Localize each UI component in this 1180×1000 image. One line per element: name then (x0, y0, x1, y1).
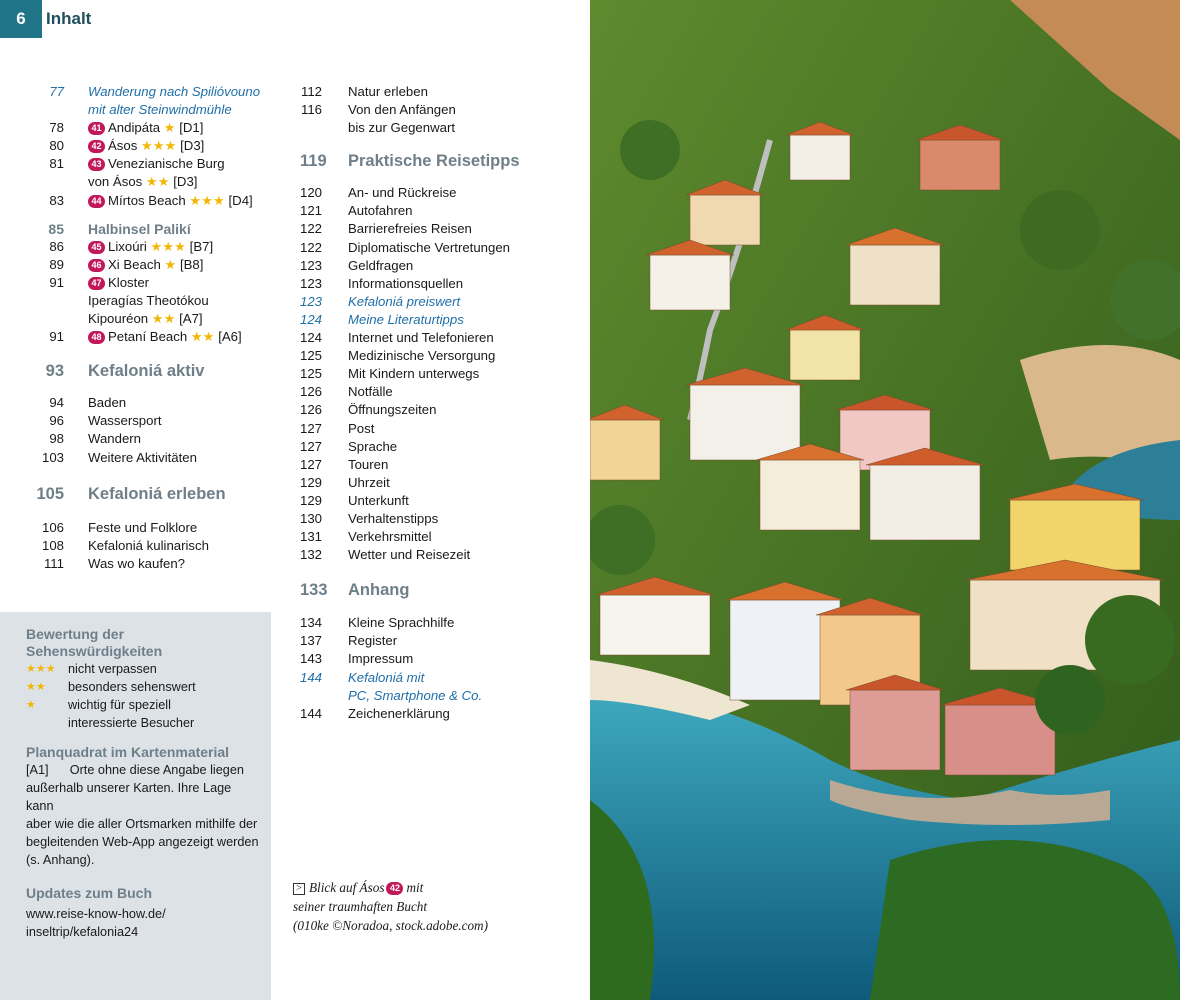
legend-box (0, 612, 271, 1000)
star-icon: ★★ (26, 681, 46, 693)
toc-entry[interactable]: 78 41 Andipáta ★ [D1] (49, 120, 204, 136)
toc-entry[interactable]: 86 45 Lixoúri ★★★ [B7] (49, 238, 214, 254)
page-header (0, 0, 91, 38)
toc-entry[interactable]: 106 Feste und Folklore (41, 519, 198, 535)
photo-asos-village (590, 0, 1180, 1000)
photo-illustration (590, 0, 1180, 1000)
toc-entry[interactable]: 144 Zeichenerklärung (300, 705, 450, 721)
toc-entry[interactable]: 94 Baden (49, 395, 127, 411)
toc-entry[interactable]: 103 Weitere Aktivitäten (41, 449, 197, 465)
toc-entry[interactable]: 123 Geldfragen (300, 257, 414, 273)
toc-entry[interactable]: 91 47 Kloster (49, 274, 150, 290)
poi-badge: 42 (386, 882, 403, 895)
toc-entry[interactable]: 143 Impressum (300, 651, 414, 667)
rating-row: ★ wichtig für speziell (26, 698, 171, 712)
toc-entry[interactable]: 96 Wassersport (49, 413, 162, 429)
toc-entry[interactable]: 127 Touren (300, 456, 389, 472)
page-title: Inhalt (46, 9, 92, 28)
toc-entry[interactable]: 108 Kefaloniá kulinarisch (41, 537, 209, 553)
poi-badge: 45 (88, 241, 105, 254)
toc-entry[interactable]: 129 Uhrzeit (300, 474, 390, 490)
poi-badge: 43 (88, 158, 105, 171)
toc-entry[interactable]: 123 Informationsquellen (300, 275, 464, 291)
toc-column-1 (16, 83, 276, 573)
grid-text: [A1] Orte ohne diese Angabe liegen (26, 763, 244, 777)
toc-entry-cont: bis zur Gegenwart (348, 120, 456, 136)
toc-section-heading[interactable]: 93 Kefaloniá aktiv (45, 362, 205, 381)
toc-entry[interactable]: 122 Diplomatische Vertretungen (300, 239, 511, 255)
toc-entry-cont: PC, Smartphone & Co. (348, 687, 483, 703)
toc-entry[interactable]: 144 Kefaloniá mit (300, 669, 425, 685)
rating-stars: ★ (163, 120, 176, 136)
toc-entry[interactable]: 77 Wanderung nach Spilióvouno (49, 84, 261, 99)
toc-entry[interactable]: 137 Register (300, 633, 398, 649)
toc-entry[interactable]: 120 An- und Rückreise (300, 185, 457, 201)
rating-row: interessierte Besucher (68, 716, 195, 730)
updates-link[interactable]: inseltrip/kefalonia24 (26, 925, 139, 939)
rating-stars: ★ (164, 256, 177, 272)
toc-entry[interactable]: 126 Notfälle (300, 384, 393, 400)
toc-section-heading[interactable]: 119 Praktische Reisetipps (300, 152, 520, 171)
rating-stars: ★★ (145, 174, 170, 190)
toc-entry[interactable]: 132 Wetter und Reisezeit (300, 547, 471, 563)
poi-badge: 46 (88, 259, 105, 272)
poi-badge: 48 (88, 331, 105, 344)
toc-entry[interactable]: 130 Verhaltenstipps (300, 510, 439, 526)
toc-entry[interactable]: 123 Kefaloniá preiswert (300, 293, 461, 309)
toc-entry[interactable]: 134 Kleine Sprachhilfe (300, 615, 455, 631)
toc-entry[interactable]: 111 Was wo kaufen? (43, 555, 185, 571)
toc-entry[interactable]: 127 Post (300, 420, 375, 436)
rating-stars: ★★ (190, 329, 215, 345)
grid-text: außerhalb unserer Karten. Ihre Lage kann (26, 781, 232, 813)
toc-entry[interactable]: 126 Öffnungszeiten (300, 402, 437, 418)
toc-entry[interactable]: 98 Wandern (49, 431, 142, 447)
toc-entry[interactable]: 121 Autofahren (300, 203, 413, 219)
toc-entry[interactable]: 91 48 Petaní Beach ★★ [A6] (49, 329, 242, 345)
toc-entry-cont: Kipouréon ★★ [A7] (88, 311, 203, 327)
rating-stars: ★★ (151, 311, 176, 327)
toc-entry[interactable]: 116 Von den Anfängen (300, 102, 456, 118)
toc-entry[interactable]: 122 Barrierefreies Reisen (300, 221, 472, 237)
toc-entry[interactable]: 124 Meine Literaturtipps (300, 311, 464, 327)
arrow-right-icon: > (293, 883, 305, 895)
rating-stars: ★★★ (150, 238, 186, 254)
grid-text: aber wie die aller Ortsmarken mithilfe der (26, 817, 258, 831)
toc-entry-cont: mit alter Steinwindmühle (88, 102, 232, 118)
rating-stars: ★★★ (141, 138, 177, 154)
grid-text: begleitenden Web-App angezeigt werden (26, 835, 259, 849)
toc-entry[interactable]: 112 Natur erleben (300, 84, 428, 99)
rating-row: ★★★ nicht verpassen (26, 662, 157, 676)
poi-badge: 44 (88, 195, 105, 208)
rating-stars: ★★★ (189, 192, 225, 208)
toc-entry[interactable]: 131 Verkehrsmittel (300, 529, 432, 545)
rating-row: ★★ besonders sehenswert (26, 680, 196, 694)
page-number: 6 (0, 0, 42, 38)
grid-text: (s. Anhang). (26, 853, 95, 867)
toc-entry[interactable]: 125 Mit Kindern unterwegs (300, 366, 480, 382)
poi-badge: 41 (88, 122, 105, 135)
star-icon: ★ (26, 699, 36, 711)
toc-entry[interactable]: 129 Unterkunft (300, 492, 409, 508)
toc-entry[interactable]: 125 Medizinische Versorgung (300, 348, 496, 364)
toc-entry[interactable]: 83 44 Mírtos Beach ★★★ [D4] (49, 192, 253, 208)
toc-section-heading[interactable]: 105 Kefaloniá erleben (36, 484, 226, 503)
toc-entry[interactable]: 127 Sprache (300, 438, 398, 454)
photo-caption: > Blick auf Ásos 42 mit seiner traumhaften Bucht (010ke ©Noradoa, stock.adobe.com) (293, 880, 488, 933)
toc-section-heading[interactable]: 133 Anhang (300, 581, 410, 600)
grid-heading: Planquadrat im Kartenmaterial (26, 744, 230, 760)
poi-badge: 47 (88, 277, 105, 290)
poi-badge: 42 (88, 140, 105, 153)
toc-entry[interactable]: 80 42 Ásos ★★★ [D3] (49, 138, 205, 154)
toc-entry[interactable]: 81 43 Venezianische Burg (49, 156, 225, 172)
toc-entry[interactable]: 124 Internet und Telefonieren (300, 330, 494, 346)
toc-entry-cont: Iperagías Theotókou (88, 292, 209, 308)
toc-subsection[interactable]: 85 Halbinsel Palikí (48, 220, 191, 237)
updates-heading: Updates zum Buch (26, 885, 153, 901)
star-icon: ★★★ (26, 663, 56, 675)
toc-entry[interactable]: 89 46 Xi Beach ★ [B8] (49, 256, 204, 272)
toc-entry-cont: von Ásos ★★ [D3] (88, 174, 198, 190)
updates-link[interactable]: www.reise-know-how.de/ (26, 907, 166, 921)
toc-column-2 (300, 83, 585, 723)
legend-heading: Sehenswürdigkeiten (26, 643, 163, 659)
legend-heading: Bewertung der (26, 626, 125, 642)
